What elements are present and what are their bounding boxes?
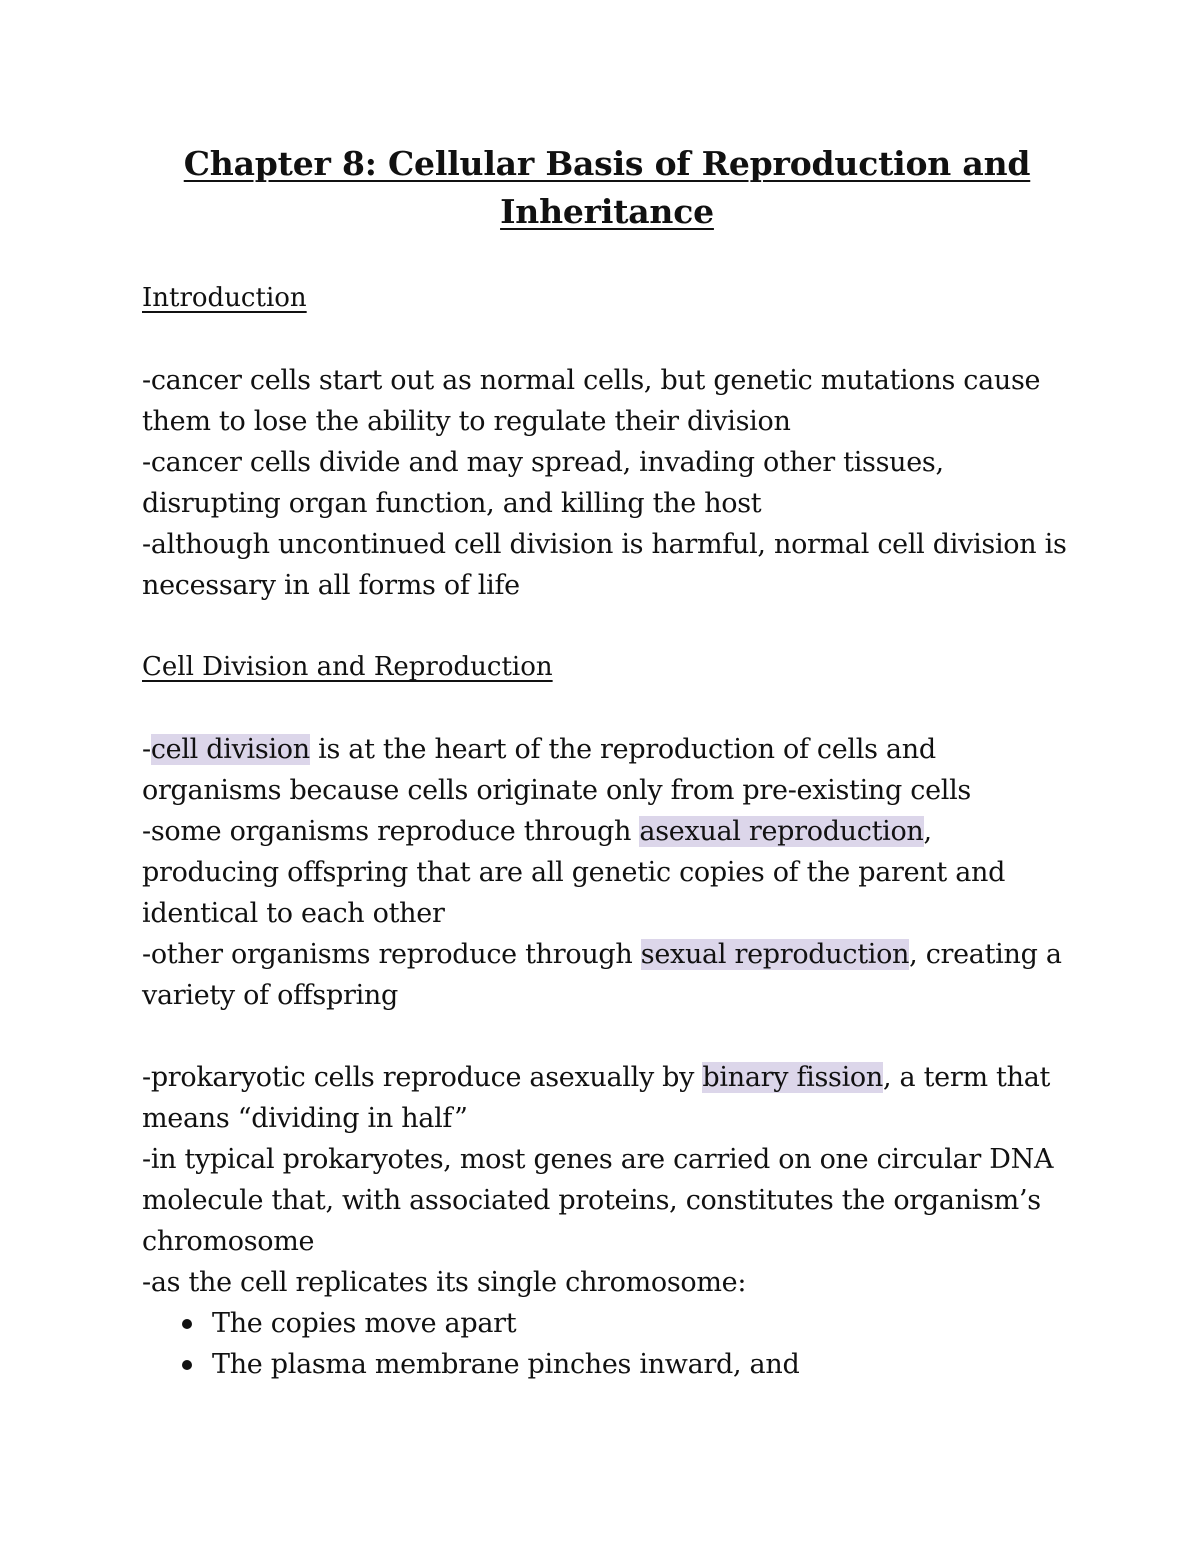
list-item <box>142 1303 1072 1344</box>
paragraph-text: , a term that means “dividing in half” <box>142 1062 1051 1134</box>
spacer <box>142 1016 1072 1057</box>
spacer <box>142 319 1072 360</box>
sexual-paragraph <box>142 934 1072 1016</box>
bullet-icon <box>182 1360 192 1370</box>
section-heading-introduction: Introduction <box>142 283 307 313</box>
paragraph-text: -some organisms reproduce through <box>142 816 640 847</box>
cell-division-paragraph <box>142 729 1072 811</box>
highlighted-term-cell-division: cell division <box>150 734 310 765</box>
paragraph-text: , creating a variety of offspring <box>142 939 1062 1011</box>
intro-paragraph-3: -although uncontinued cell division is harmful, normal cell division is necessary in all forms of life <box>142 529 1067 601</box>
bullet-icon <box>182 1319 192 1329</box>
list-item <box>142 1344 1072 1385</box>
paragraph-text: , producing offspring that are all genetic copies of the parent and identical to each other <box>142 816 1006 929</box>
chromosome-replication-paragraph: -as the cell replicates its single chromosome: <box>142 1267 747 1298</box>
paragraph-text: -prokaryotic cells reproduce asexually by <box>142 1062 703 1093</box>
list-item-text: The copies move apart <box>212 1308 517 1339</box>
prokaryote-genes-paragraph: -in typical prokaryotes, most genes are carried on one circular DNA molecule that, with associated proteins, constitutes the organism’s chromosome <box>142 1144 1054 1257</box>
document-content <box>142 140 1072 1385</box>
highlighted-term-sexual-reproduction: sexual reproduction <box>640 939 910 970</box>
intro-paragraph-2: -cancer cells divide and may spread, invading other tissues, disrupting organ function, and killing the host <box>142 447 944 519</box>
chapter-title: Chapter 8: Cellular Basis of Reproduction and Inheritance <box>183 144 1031 231</box>
binary-fission-paragraph <box>142 1057 1072 1139</box>
list-item-text: The plasma membrane pinches inward, and <box>212 1349 800 1380</box>
intro-paragraph-1: -cancer cells start out as normal cells, but genetic mutations cause them to lose the ability to regulate their division <box>142 365 1041 437</box>
spacer <box>142 606 1072 647</box>
replication-steps-list <box>142 1303 1072 1385</box>
section-heading-cell-division: Cell Division and Reproduction <box>142 652 553 682</box>
spacer <box>142 688 1072 729</box>
highlighted-term-binary-fission: binary fission <box>702 1062 883 1093</box>
paragraph-text: - <box>142 734 151 765</box>
paragraph-text: -other organisms reproduce through <box>142 939 641 970</box>
asexual-paragraph <box>142 811 1072 934</box>
spacer <box>142 236 1072 278</box>
highlighted-term-asexual-reproduction: asexual reproduction <box>639 816 924 847</box>
paragraph-text: is at the heart of the reproduction of cells and organisms because cells originate only from pre-existing cells <box>142 734 971 806</box>
